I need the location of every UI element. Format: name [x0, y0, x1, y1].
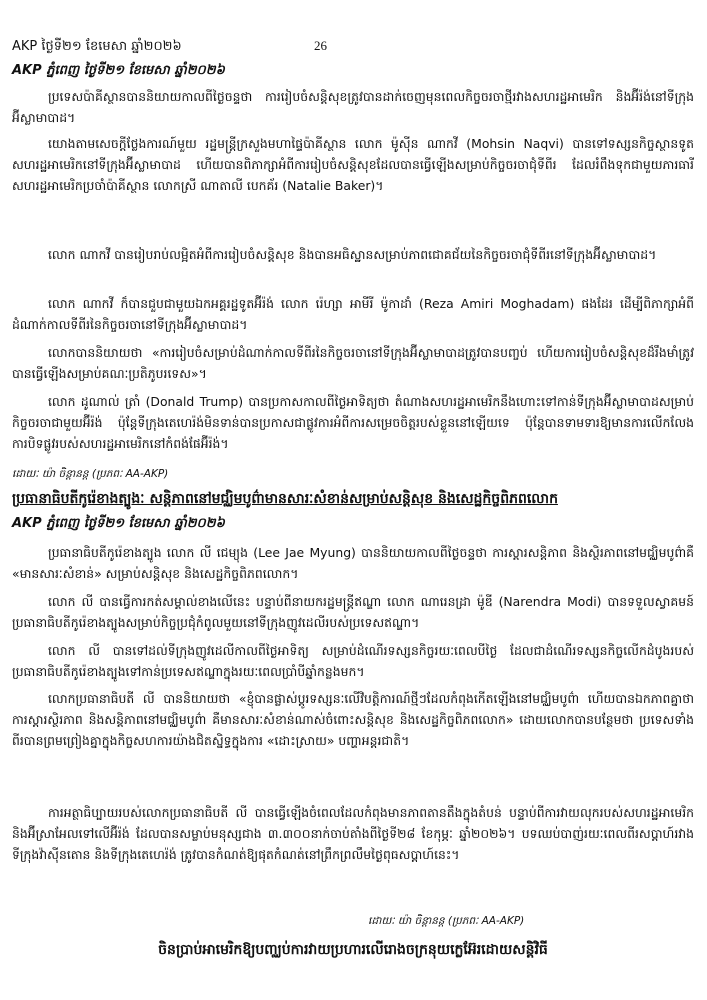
- article1-source: ដោយៈ យ៉ា ចិន្តានន្ត (ប្រភពៈ AA-AKP): [12, 468, 169, 480]
- article1-paragraph-6: លោក ដូណាល់ ត្រាំ (Donald Trump) បានប្រកាសកាលពីថ្ងៃអាទិត្យថា តំណាងសហរដ្ឋអាមេរិកនឹងហោះទៅកាន់ទីក្រុងអ៊ីស្លាមាបាដសម្រាប់កិច្ចចរចាជាមួយអ៊ីរ៉ង់ ប៉ុន្តែទីក្រុងតេហេរ៉ង់មិនទាន់បានប្រកាសជាផ្លូវការអំពីការសម្រេចចិត្តរបស់ខ្លួននៅឡើយទេ ប៉ុន្តែបានទាមទារឱ្យមានការលើកលែងការបិទផ្លូវរបស់សហរដ្ឋអាមេរិកនៅកំពង់ផែអ៊ីរ៉ង់។: [12, 394, 694, 451]
- article2-source: ដោយៈ យ៉ា ចិន្តានន្ត (ប្រភពៈ AA-AKP): [368, 915, 525, 927]
- article1-paragraph-2: យោងតាមសេចក្តីថ្លែងការណ៍មួយ រដ្ឋមន្ត្រីក្រសួងមហាផ្ទៃប៉ាគីស្ថាន លោក ម៉ូស៊ីន ណាកវី (Mohsin Naqvi) បានទៅទស្សនកិច្ចស្ថានទូតសហរដ្ឋអាមេរិកនៅទីក្រុងអ៊ីស្លាមាបាដ ហើយបានពិភាក្សាអំពីការរៀបចំសន្តិសុខដែលបានធ្វើឡើងសម្រាប់កិច្ចចរចាជុំទីពីរ ដែលរំពឹងទុកជាមួយភារធារីសហរដ្ឋអាមេរិកប្រចាំប៉ាគីស្ថាន លោកស្រី ណាតាលី បេកគ័រ (Natalie Baker)។: [12, 136, 694, 193]
- article2-paragraph-5: ការអត្ថាធិប្បាយរបស់លោកប្រធានាធិបតី លី បានធ្វើឡើងចំពេលដែលកំពុងមានភាពតានតឹងក្នុងតំបន់ បន្ទាប់ពីការវាយលុករបស់សហរដ្ឋអាមេរិក និងអ៊ីស្រាអែលទៅលើអ៊ីរ៉ង់ ដែលបានសម្លាប់មនុស្សជាង ៣.៣០០នាក់ចាប់តាំងពីថ្ងៃទី២៨ ខែកុម្ភៈ ឆ្នាំ២០២៦។ បទឈប់បាញ់រយៈពេលពីរសប្តាហ៍រវាងទីក្រុងវ៉ាស៊ីនតោន និងទីក្រុងតេហេរ៉ង់ ត្រូវបានកំណត់ឱ្យផុតកំណត់នៅព្រឹកព្រលឹមថ្ងៃពុធសប្តាហ៍នេះ។: [12, 805, 694, 862]
- article1-paragraph-1: ប្រទេសប៉ាគីស្ថានបាននិយាយកាលពីថ្ងៃចន្ទថា ការរៀបចំសន្តិសុខត្រូវបានដាក់ចេញមុនពេលកិច្ចចរចាថ្មីរវាងសហរដ្ឋអាមេរិក និងអ៊ីរ៉ង់នៅទីក្រុងអ៊ីស្លាមាបាដ។: [12, 89, 694, 125]
- page-number: 26: [314, 38, 327, 53]
- article2-paragraph-3: លោក លី បានទៅដល់ទីក្រុងញូវដេលីកាលពីថ្ងៃអាទិត្យ សម្រាប់ដំណើរទស្សនកិច្ចរយៈពេលបីថ្ងៃ ដែលជាដំណើរទស្សនកិច្ចលើកដំបូងរបស់ប្រធានាធិបតីកូរ៉េខាងត្បូងទៅកាន់ប្រទេសឥណ្ឌាក្នុងរយៈពេលប្រាំបីឆ្នាំកន្លងមក។: [12, 643, 694, 679]
- article2-paragraph-4: លោកប្រធានាធិបតី លី បាននិយាយថា «ខ្ញុំបានផ្លាស់ប្តូរទស្សនៈលើវិបត្តិការណ៍ថ្មីៗដែលកំពុងកើតឡើងនៅមជ្ឈិមបូព៌ា ហើយបានឯកភាពគ្នាថា ការស្តារស្ថិរភាព និងសន្តិភាពនៅមជ្ឈិមបូព៌ា គឺមានសារៈសំខាន់ណាស់ចំពោះសន្តិសុខ និងសេដ្ឋកិច្ចពិភពលោក» ដោយលោកបានបន្ថែមថា ប្រទេសទាំងពីរបានព្រមព្រៀងគ្នាក្នុងកិច្ចសហការយ៉ាងជិតស្និទ្ធក្នុងការ «ដោះស្រាយ» បញ្ហាអន្តរជាតិ។: [12, 691, 694, 748]
- article3-headline: ចិនប្រាប់អាមេរិកឱ្យបញ្ឈប់ការវាយប្រហារលើរោងចក្រនុយក្លេអ៊ែរដោយសន្តិវិធី: [158, 942, 548, 958]
- article1-paragraph-3: លោក ណាកវី បានរៀបរាប់លម្អិតអំពីការរៀបចំសន្តិសុខ និងបានអធិស្ឋានសម្រាប់ភាពជោគជ័យនៃកិច្ចចរចាជុំទីពីរនៅទីក្រុងអ៊ីស្លាមាបាដ។: [48, 247, 657, 262]
- article2-dateline: AKP ភ្នំពេញ ថ្ងៃទី២១ ខែមេសា ឆ្នាំ២០២៦: [12, 516, 225, 531]
- running-title: AKP ថ្ងៃទី២១ ខែមេសា ឆ្នាំ២០២៦: [12, 39, 182, 54]
- page-header: [12, 38, 692, 57]
- article2-paragraph-1: ប្រធានាធិបតីកូរ៉េខាងត្បូង លោក លី ជេម្យុង (Lee Jae Myung) បាននិយាយកាលពីថ្ងៃចន្ទថា ការស្តារសន្តិភាព និងស្ថិរភាពនៅមជ្ឈិមបូព៌ាគឺ «មានសារៈសំខាន់» សម្រាប់សន្តិសុខ និងសេដ្ឋកិច្ចពិភពលោក។: [12, 545, 694, 581]
- article2-headline: ប្រធានាធិបតីកូរ៉េខាងត្បូងៈ សន្តិភាពនៅមជ្ឈិមបូព៌ាមានសារៈសំខាន់សម្រាប់សន្តិសុខ និងសេដ្ឋកិច្ចពិភពលោក: [12, 491, 558, 507]
- article1-paragraph-5: លោកបាននិយាយថា «ការរៀបចំសម្រាប់ដំណាក់កាលទីពីរនៃកិច្ចចរចានៅទីក្រុងអ៊ីស្លាមាបាដត្រូវបានបញ្ចប់ ហើយការរៀបចំសន្តិសុខដ៏រឹងមាំត្រូវបានធ្វើឡើងសម្រាប់គណៈប្រតិភូបរទេស»។: [12, 345, 694, 381]
- article1-dateline: AKP ភ្នំពេញ ថ្ងៃទី២១ ខែមេសា ឆ្នាំ២០២៦: [12, 63, 225, 78]
- article2-paragraph-2: លោក លី បានធ្វើការកត់សម្គាល់ខាងលើនេះ បន្ទាប់ពីនាយករដ្ឋមន្ត្រីឥណ្ឌា លោក ណារេនដ្រា ម៉ូឌី (Narendra Modi) បានទទួលស្វាគមន៍ប្រធានាធិបតីកូរ៉េខាងត្បូងសម្រាប់កិច្ចប្រជុំកំពូលមួយនៅទីក្រុងញូវដេលីរបស់ប្រទេសឥណ្ឌា។: [12, 594, 694, 630]
- article1-paragraph-4: លោក ណាកវី ក៏បានជួបជាមួយឯកអគ្គរដ្ឋទូតអ៊ីរ៉ង់ លោក រ៉េហ្សា អាមីរី ម៉ូកាដាំ (Reza Amiri Moghadam) ផងដែរ ដើម្បីពិភាក្សាអំពីដំណាក់កាលទីពីរនៃកិច្ចចរចានៅទីក្រុងអ៊ីស្លាមាបាដ។: [12, 296, 694, 332]
